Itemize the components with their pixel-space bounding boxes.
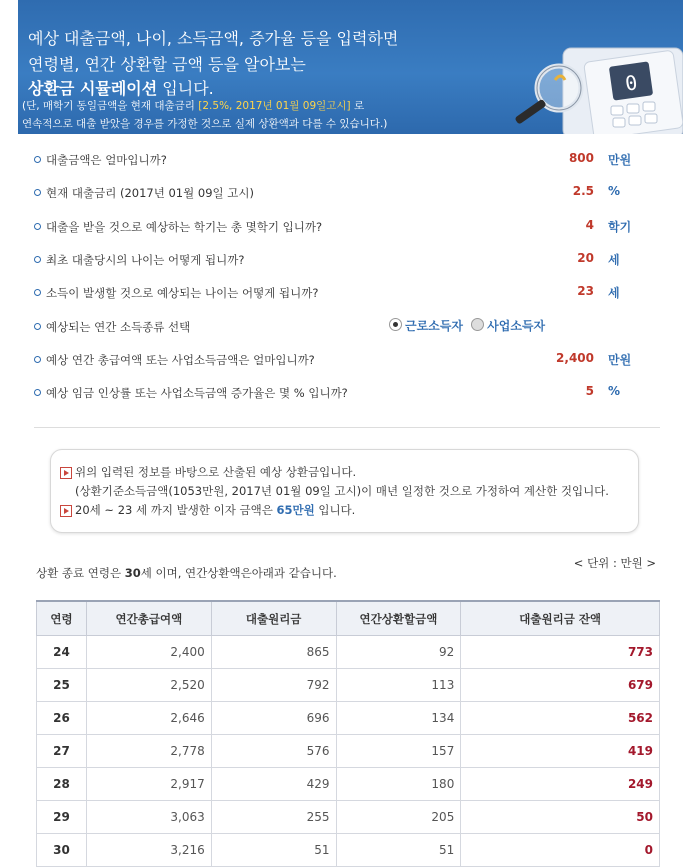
cell-principal: 865 bbox=[211, 636, 336, 669]
col-annual-income: 연간총급여액 bbox=[86, 601, 211, 636]
question-label: 대출을 받을 것으로 예상하는 학기는 총 몇학기 입니까? bbox=[46, 220, 323, 234]
summary-text: 상환 종료 연령은 bbox=[36, 566, 125, 580]
table-row bbox=[37, 636, 660, 669]
interest-rate-value[interactable]: 2.5 bbox=[572, 184, 594, 198]
cell-principal: 51 bbox=[211, 834, 336, 867]
radio-salary-earner-label[interactable]: 근로소득자 bbox=[405, 319, 463, 333]
bullet-icon bbox=[34, 223, 41, 230]
question-label: 예상 연간 총급여액 또는 사업소득금액은 얼마입니까? bbox=[46, 353, 315, 367]
cell-age: 29 bbox=[37, 801, 87, 834]
banner-line-1: 예상 대출금액, 나이, 소득금액, 증가율 등을 입력하면 bbox=[28, 29, 399, 48]
cell-repayment: 134 bbox=[336, 702, 461, 735]
cell-income: 2,646 bbox=[86, 702, 211, 735]
calculator-display: 0 bbox=[623, 70, 639, 96]
info-line-2: (상환기준소득금액(1053만원, 2017년 01월 09일 고시)이 매년 일정한 것으로 가정하여 계산한 것입니다. bbox=[75, 484, 609, 498]
cell-principal: 429 bbox=[211, 768, 336, 801]
summary-text-end: 세 이며, 연간상환액은아래과 같습니다. bbox=[140, 566, 337, 580]
cell-principal: 255 bbox=[211, 801, 336, 834]
bullet-icon bbox=[34, 156, 41, 163]
banner-line-3-rest: 입니다. bbox=[157, 79, 214, 98]
cell-age: 28 bbox=[37, 768, 87, 801]
question-annual-income bbox=[34, 350, 634, 370]
cell-balance: 562 bbox=[461, 702, 660, 735]
note-text: (단, 매학기 동일금액을 현재 대출금리 bbox=[22, 100, 199, 112]
question-label: 예상 임금 인상률 또는 사업소득금액 증가율은 몇 % 입니까? bbox=[46, 386, 348, 400]
divider bbox=[34, 427, 660, 428]
table-row bbox=[37, 768, 660, 801]
info-line-3-end: 입니다. bbox=[314, 503, 356, 517]
cell-age: 27 bbox=[37, 735, 87, 768]
rate-highlight: [2.5%, 2017년 01월 09일고시] bbox=[198, 100, 351, 112]
banner-line-3 bbox=[28, 76, 214, 99]
bullet-icon bbox=[34, 389, 41, 396]
radio-business-earner[interactable] bbox=[471, 318, 484, 331]
table-row bbox=[37, 834, 660, 867]
cell-age: 30 bbox=[37, 834, 87, 867]
banner-title: 상환금 시뮬레이션 bbox=[28, 79, 158, 98]
table-header-row bbox=[37, 601, 660, 636]
question-interest-rate bbox=[34, 183, 634, 203]
cell-repayment: 205 bbox=[336, 801, 461, 834]
repayment-summary bbox=[36, 565, 337, 581]
initial-age-unit: 세 bbox=[608, 253, 620, 267]
question-label: 현재 대출금리 (2017년 01월 09일 고시) bbox=[46, 186, 254, 200]
end-age: 30 bbox=[124, 566, 141, 580]
bullet-icon bbox=[34, 189, 41, 196]
arrow-right-icon bbox=[60, 505, 72, 517]
question-label: 최초 대출당시의 나이는 어떻게 됩니까? bbox=[46, 253, 245, 267]
question-loan-amount bbox=[34, 150, 634, 170]
cell-principal: 576 bbox=[211, 735, 336, 768]
cell-repayment: 157 bbox=[336, 735, 461, 768]
banner-note-1 bbox=[22, 98, 364, 113]
question-growth-rate bbox=[34, 383, 634, 403]
unit-label: < 단위 : 만원 > bbox=[573, 556, 656, 570]
info-line-3 bbox=[75, 502, 355, 518]
bullet-icon bbox=[34, 356, 41, 363]
cell-repayment: 180 bbox=[336, 768, 461, 801]
cell-age: 24 bbox=[37, 636, 87, 669]
info-line-1: 위의 입력된 정보를 바탕으로 산출된 예상 상환금입니다. bbox=[75, 465, 357, 479]
result-info-box bbox=[50, 449, 639, 533]
bullet-icon bbox=[34, 323, 41, 330]
income-age-unit: 세 bbox=[608, 286, 620, 300]
col-age: 연령 bbox=[37, 601, 87, 636]
semesters-unit: 학기 bbox=[608, 220, 632, 234]
banner-line-2: 연령별, 연간 상환할 금액 등을 알아보는 bbox=[28, 55, 306, 74]
cell-balance: 419 bbox=[461, 735, 660, 768]
cell-income: 2,778 bbox=[86, 735, 211, 768]
initial-age-value[interactable]: 20 bbox=[577, 251, 594, 265]
cell-repayment: 92 bbox=[336, 636, 461, 669]
cell-age: 26 bbox=[37, 702, 87, 735]
cell-principal: 792 bbox=[211, 669, 336, 702]
annual-income-value[interactable]: 2,400 bbox=[556, 351, 594, 365]
col-remaining-balance: 대출원리금 잔액 bbox=[461, 601, 660, 636]
cell-income: 3,216 bbox=[86, 834, 211, 867]
bullet-icon bbox=[34, 289, 41, 296]
cell-repayment: 113 bbox=[336, 669, 461, 702]
cell-repayment: 51 bbox=[336, 834, 461, 867]
loan-amount-unit: 만원 bbox=[608, 153, 632, 167]
question-label: 소득이 발생할 것으로 예상되는 나이는 어떻게 됩니까? bbox=[46, 286, 319, 300]
col-loan-principal-interest: 대출원리금 bbox=[211, 601, 336, 636]
header-banner bbox=[18, 0, 683, 134]
interest-amount: 65만원 bbox=[276, 503, 315, 517]
radio-salary-earner[interactable] bbox=[389, 318, 402, 331]
cell-balance: 249 bbox=[461, 768, 660, 801]
note-text-end: 로 bbox=[350, 100, 365, 112]
arrow-right-icon bbox=[60, 467, 72, 479]
loan-amount-value[interactable]: 800 bbox=[568, 151, 594, 165]
table-row bbox=[37, 669, 660, 702]
question-income-age bbox=[34, 283, 634, 303]
banner-note-2: 연속적으로 대출 받았을 경우를 가정한 것으로 실제 상환액과 다를 수 있습니다.) bbox=[22, 118, 388, 130]
table-row bbox=[37, 801, 660, 834]
repayment-table bbox=[36, 600, 660, 867]
col-annual-repayment: 연간상환할금액 bbox=[336, 601, 461, 636]
calculator-magnifier-icon bbox=[493, 8, 683, 134]
cell-balance: 773 bbox=[461, 636, 660, 669]
cell-balance: 679 bbox=[461, 669, 660, 702]
cell-income: 2,400 bbox=[86, 636, 211, 669]
question-initial-age bbox=[34, 250, 634, 270]
bullet-icon bbox=[34, 256, 41, 263]
annual-income-unit: 만원 bbox=[608, 353, 632, 367]
cell-age: 25 bbox=[37, 669, 87, 702]
question-income-type bbox=[34, 317, 634, 337]
income-age-value[interactable]: 23 bbox=[577, 284, 594, 298]
radio-business-earner-label[interactable]: 사업소득자 bbox=[487, 319, 546, 333]
cell-principal: 696 bbox=[211, 702, 336, 735]
income-type-radio-group bbox=[389, 317, 545, 334]
table-row bbox=[37, 735, 660, 768]
cell-balance: 50 bbox=[461, 801, 660, 834]
growth-rate-value[interactable]: 5 bbox=[585, 384, 594, 398]
question-label: 대출금액은 얼마입니까? bbox=[46, 153, 167, 167]
table-row bbox=[37, 702, 660, 735]
semesters-value[interactable]: 4 bbox=[585, 218, 594, 232]
question-label: 예상되는 연간 소득종류 선택 bbox=[46, 320, 191, 334]
growth-rate-unit: % bbox=[608, 384, 621, 398]
cell-income: 2,917 bbox=[86, 768, 211, 801]
interest-rate-unit: % bbox=[608, 184, 621, 198]
info-line-3-text: 20세 ~ 23 세 까지 발생한 이자 금액은 bbox=[75, 503, 277, 517]
cell-income: 2,520 bbox=[86, 669, 211, 702]
cell-balance: 0 bbox=[461, 834, 660, 867]
question-semesters bbox=[34, 217, 634, 237]
cell-income: 3,063 bbox=[86, 801, 211, 834]
